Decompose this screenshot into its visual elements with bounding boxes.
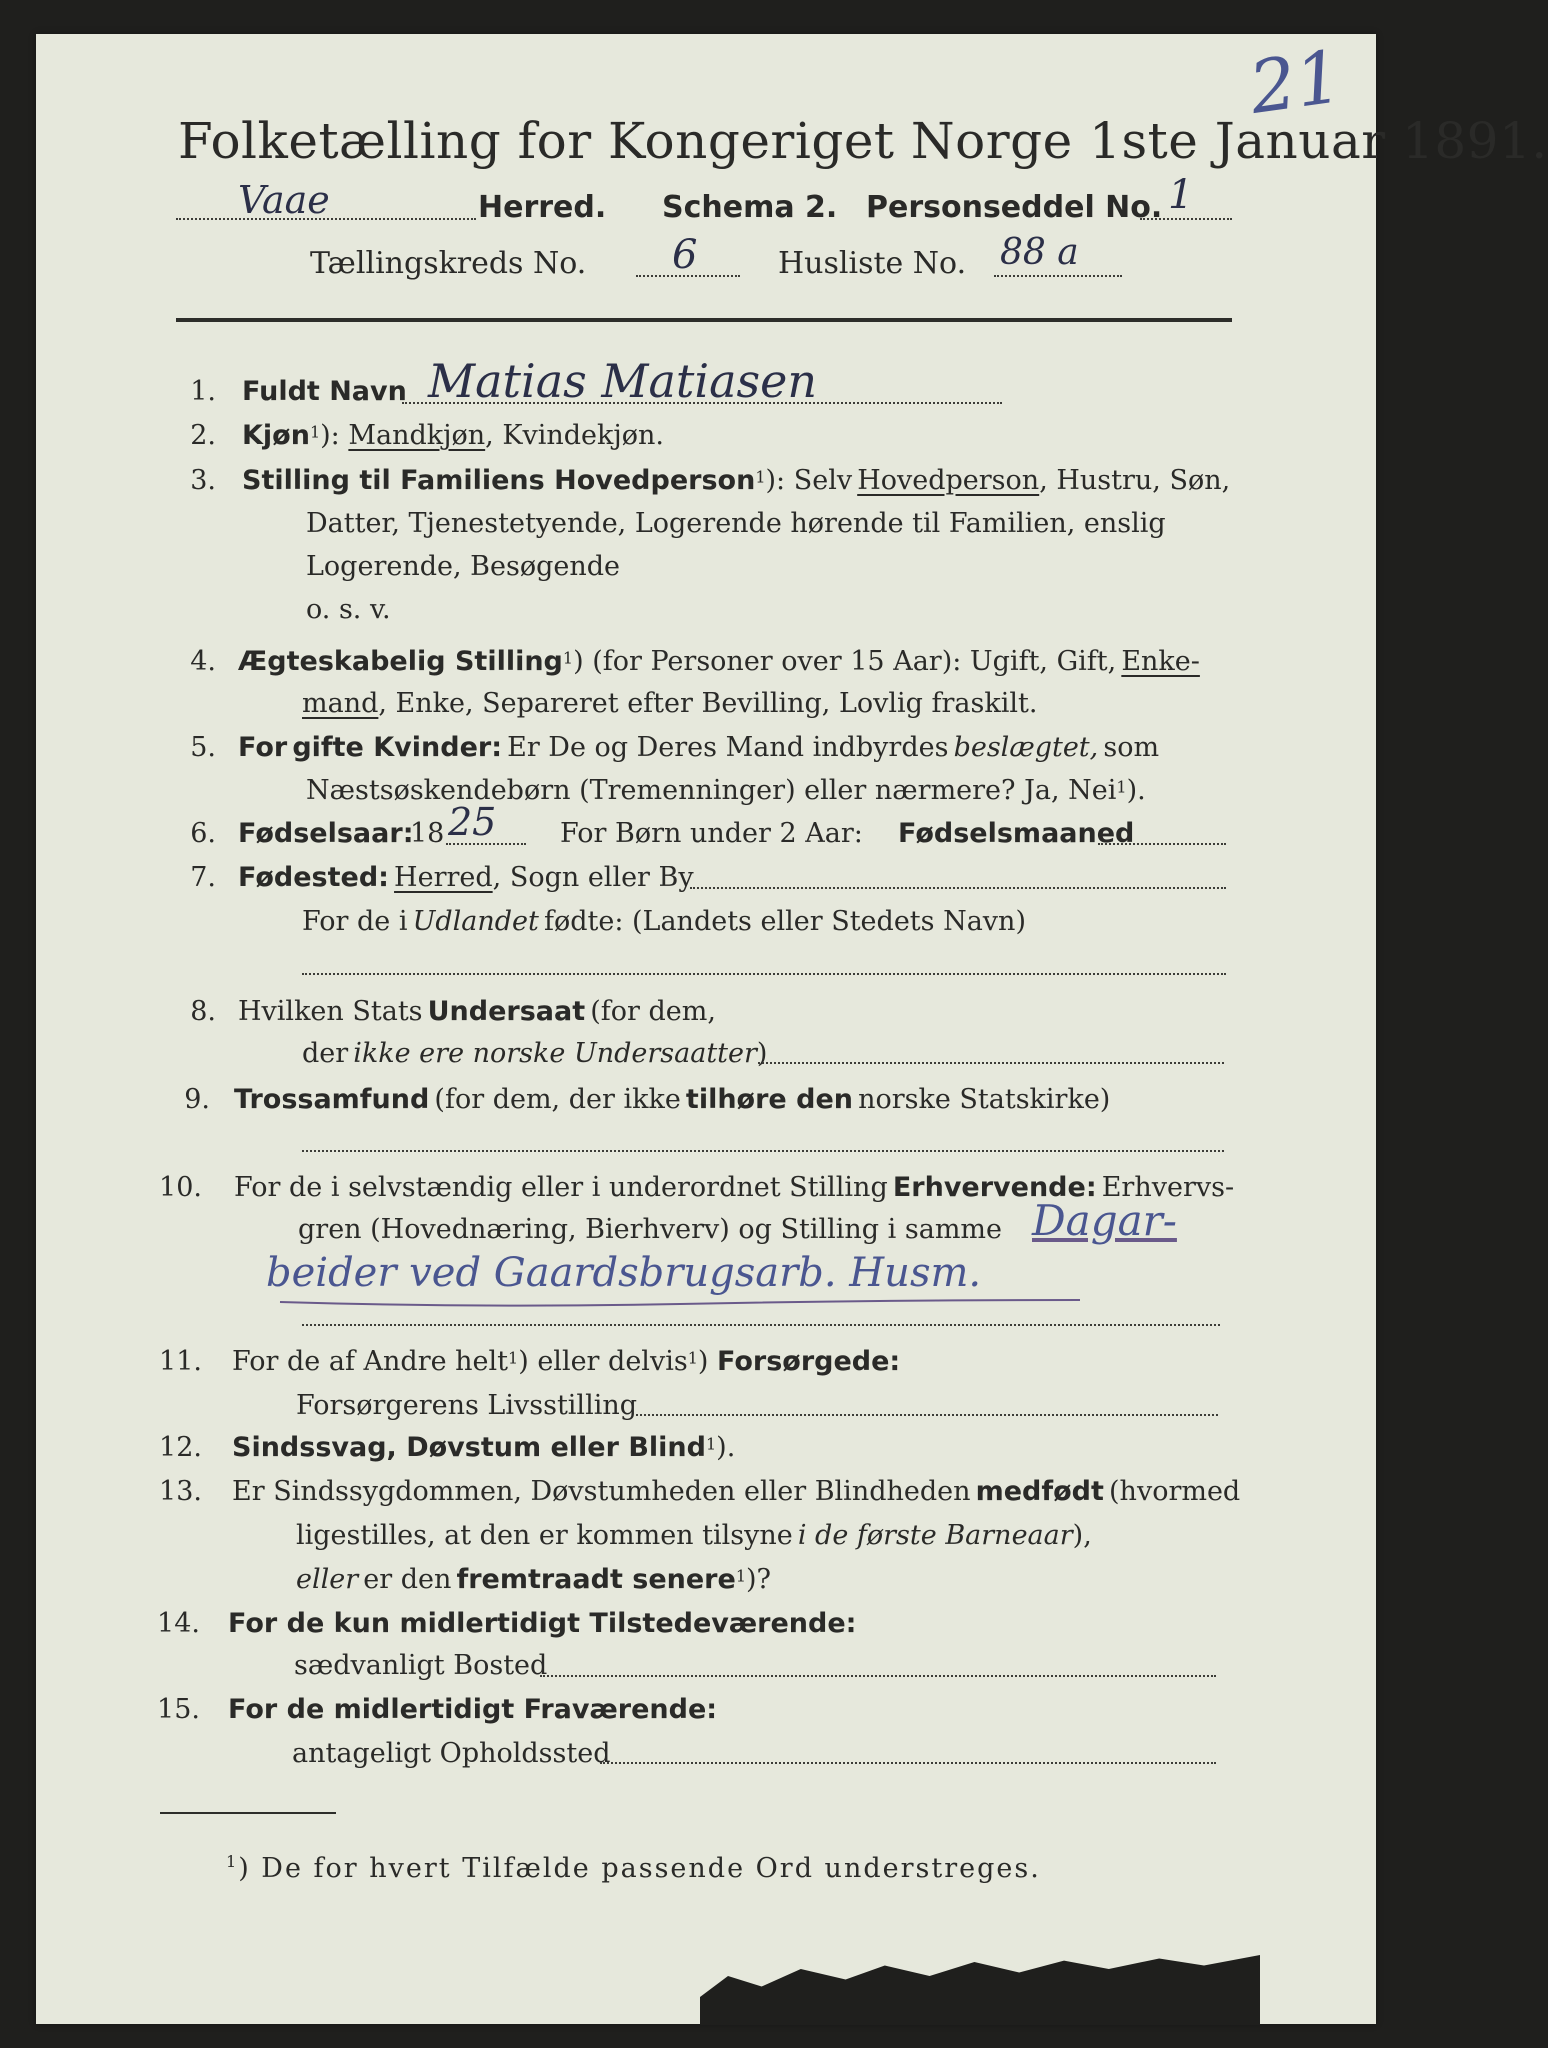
item-15-line2: antageligt Opholdssted	[292, 1738, 611, 1769]
item-10-text-a: For de i selvstændig eller i underordnet Stilling	[234, 1172, 888, 1203]
birth-year-value: 25	[448, 800, 497, 844]
footnote-rule	[160, 1812, 336, 1814]
item-7-blank-line	[302, 973, 1226, 975]
item-3-row: Stilling til Familiens Hovedperson$^1$): Selv Hovedperson, Hustru, Søn,	[242, 465, 1231, 496]
personseddel-dotted-line	[1140, 218, 1232, 220]
item-8-line2	[302, 1038, 767, 1069]
item-12-sup: 1	[705, 1434, 717, 1454]
item-2-kvindekjon: , Kvindekjøn.	[485, 420, 664, 451]
item-5-number: 5.	[190, 732, 216, 763]
item-8-number: 8.	[190, 996, 216, 1027]
item-15-label: For de midlertidigt Fraværende:	[228, 1694, 718, 1725]
item-13-text-b: (hvormed	[1109, 1476, 1241, 1507]
item-14-label: For de kun midlertidigt Tilstedeværende:	[228, 1608, 857, 1639]
item-11-number: 11.	[159, 1346, 202, 1377]
item-1-label: Fuldt Navn	[242, 376, 407, 407]
item-7-text-b: , Sogn eller By	[492, 862, 694, 893]
item-4-text-d: , Enke, Separeret efter Bevilling, Lovlig fraskilt.	[378, 688, 1038, 719]
item-7-dotted-line	[690, 887, 1226, 889]
personseddel-label: Personseddel No.	[866, 190, 1163, 225]
item-10-line2: gren (Hovednæring, Bierhverv) og Stilling i samme	[298, 1214, 1003, 1245]
item-6-label: Fødselsaar:	[238, 818, 414, 849]
item-3-line2: Datter, Tjenestetyende, Logerende hørende til Familien, enslig	[306, 508, 1166, 539]
item-3-line4: o. s. v.	[306, 594, 391, 625]
item-13-row	[232, 1476, 1240, 1507]
item-4-line2	[302, 688, 1037, 719]
item-12-row	[232, 1432, 735, 1463]
item-6-dotted-line	[1098, 843, 1226, 845]
footnote	[226, 1852, 1041, 1884]
item-13-sup: 1	[735, 1566, 746, 1586]
item-5-text-a: Er De og Deres Mand indbyrdes	[507, 732, 949, 763]
occupation-value-b: beider ved Gaardsbrugsarb. Husm.	[266, 1250, 982, 1296]
item-13-label: medfødt	[975, 1476, 1104, 1507]
footnote-sup: 1	[226, 1852, 239, 1871]
item-10-dotted-line	[302, 1324, 1220, 1326]
item-13-line2-b: i de første Barneaar	[797, 1520, 1073, 1551]
item-8-row	[238, 996, 716, 1027]
item-8-text-a: Hvilken Stats	[238, 996, 423, 1027]
schema-label: Schema 2.	[662, 190, 838, 225]
archive-number: 21	[1244, 34, 1348, 130]
census-form-page	[36, 34, 1376, 2024]
item-10-label: Erhvervende:	[892, 1172, 1097, 1203]
item-7-row	[238, 862, 694, 893]
item-3-sup: 1	[755, 467, 766, 487]
item-3-hovedperson: Hovedperson	[857, 465, 1040, 496]
item-11-text-a: For de af Andre helt	[232, 1346, 509, 1377]
header-divider	[176, 318, 1232, 322]
item-14-line2: sædvanligt Bosted	[294, 1650, 548, 1681]
item-2-number: 2.	[190, 420, 216, 451]
item-9-blank-line	[302, 1150, 1224, 1152]
tellingskreds-label: Tællingskreds No.	[310, 246, 587, 281]
item-10-text-b: Erhvervs-	[1101, 1172, 1235, 1203]
tellingskreds-value: 6	[672, 232, 698, 278]
item-9-text-a: (for dem, der ikke	[434, 1084, 681, 1115]
occupation-underline	[280, 1292, 1100, 1312]
husliste-value: 88 a	[1000, 232, 1079, 273]
item-3-number: 3.	[190, 465, 216, 496]
item-11-row: For de af Andre helt$^1$) eller delvis$^1$) Forsørgede:	[232, 1346, 901, 1377]
item-13-eller: eller	[296, 1564, 359, 1595]
item-2-mandkjon: Mandkjøn	[348, 420, 486, 451]
item-3-line3: Logerende, Besøgende	[306, 551, 620, 582]
item-7-line2-c: fødte: (Landets eller Stedets Navn)	[543, 906, 1026, 937]
item-9-label-b: tilhøre den	[685, 1084, 853, 1115]
item-9-number: 9.	[184, 1084, 210, 1115]
item-4-enke: Enke-	[1121, 646, 1200, 677]
item-5-row	[238, 732, 1159, 763]
item-13-line2-a: ligestilles, at den er kommen tilsyne	[296, 1520, 793, 1551]
item-12-end: ).	[716, 1432, 736, 1463]
item-7-udlandet: Udlandet	[412, 906, 539, 937]
item-3-rest: , Hustru, Søn,	[1039, 465, 1231, 496]
item-13-line2-c: ),	[1072, 1520, 1092, 1551]
item-15-dotted-line	[600, 1762, 1216, 1764]
item-13-line2	[296, 1520, 1092, 1551]
item-11-sup: 1	[687, 1348, 698, 1368]
item-5-line2-text: Næstsøskendebørn (Tremenninger) eller nærmere? Ja, Nei	[306, 775, 1117, 806]
item-6-year-prefix: 18	[410, 818, 445, 849]
item-7-label: Fødested:	[238, 862, 389, 893]
item-5-label: gifte Kvinder:	[292, 732, 503, 763]
item-4-mand: mand	[302, 688, 379, 719]
footnote-text: ) De for hvert Tilfælde passende Ord understreges.	[238, 1853, 1041, 1884]
item-9-row	[234, 1084, 1110, 1115]
item-7-number: 7.	[190, 862, 216, 893]
item-11-dotted-line	[636, 1414, 1218, 1416]
item-6-label-b: Fødselsmaaned	[898, 818, 1135, 849]
item-7-line2	[302, 906, 1026, 937]
item-13-line3-c: )?	[746, 1564, 772, 1595]
item-9-label: Trossamfund	[234, 1084, 430, 1115]
form-title: Folketælling for Kongeriget Norge 1ste Januar 1891.	[178, 112, 1548, 170]
item-5-line2: Næstsøskendebørn (Tremenninger) eller nærmere? Ja, Nei$^1$).	[306, 775, 1146, 806]
husliste-dotted-line	[994, 275, 1122, 277]
item-7-herred: Herred	[394, 862, 493, 893]
item-4-sup: 1	[562, 648, 574, 668]
item-7-line2-a: For de i	[302, 906, 408, 937]
husliste-label: Husliste No.	[778, 246, 967, 281]
item-2-sup: 1	[309, 422, 321, 442]
item-5-for: For	[238, 732, 288, 763]
item-11-line2: Forsørgerens Livsstilling	[296, 1390, 638, 1421]
item-4-number: 4.	[190, 646, 216, 677]
item-13-line3	[296, 1564, 771, 1595]
item-4-text-a: (for Personer over 15 Aar): Ugift, Gift,	[592, 646, 1117, 677]
item-8-label: Undersaat	[427, 996, 586, 1027]
personseddel-value: 1	[1168, 172, 1194, 218]
item-8-italic: ikke ere norske Undersaatter	[353, 1038, 757, 1069]
item-5-som: som	[1103, 732, 1160, 763]
herred-label: Herred.	[478, 190, 607, 225]
item-9-text-b: norske Statskirke)	[858, 1084, 1111, 1115]
item-2-label: Kjøn	[242, 420, 310, 451]
item-3-selv: Selv	[793, 465, 853, 496]
item-15-number: 15.	[157, 1694, 200, 1725]
item-13-text-a: Er Sindssygdommen, Døvstumheden eller Blindheden	[232, 1476, 971, 1507]
item-12-label: Sindssvag, Døvstum eller Blind	[232, 1432, 706, 1463]
item-4-row: Ægteskabelig Stilling$^1$) (for Personer over 15 Aar): Ugift, Gift, Enke-	[238, 646, 1200, 677]
item-5-sup: 1	[1116, 777, 1127, 797]
item-8-close: )	[756, 1038, 768, 1069]
item-4-label: Ægteskabelig Stilling	[238, 646, 563, 677]
item-1-number: 1.	[190, 376, 216, 407]
item-12-number: 12.	[159, 1432, 202, 1463]
full-name-value: Matias Matiasen	[428, 354, 817, 408]
item-13-label-b: fremtraadt senere	[456, 1564, 736, 1595]
item-8-dotted-line	[758, 1062, 1224, 1064]
item-5-beslaegtet: beslægtet,	[953, 732, 1099, 763]
item-6-text-a: For Børn under 2 Aar:	[560, 818, 863, 849]
item-11-label: Forsørgede:	[717, 1346, 901, 1377]
item-6-number: 6.	[190, 818, 216, 849]
item-14-dotted-line	[540, 1675, 1216, 1677]
item-13-number: 13.	[159, 1476, 202, 1507]
item-2-row: Kjøn$^1$): Mandkjøn, Kvindekjøn.	[242, 420, 664, 451]
item-3-label: Stilling til Familiens Hovedperson	[242, 465, 756, 496]
item-8-der: der	[302, 1038, 349, 1069]
item-8-text-b: (for dem,	[590, 996, 716, 1027]
item-14-number: 14.	[157, 1608, 200, 1639]
herred-value: Vaae	[238, 178, 330, 222]
item-13-line3-b: er den	[363, 1564, 452, 1595]
item-11-text-b: eller delvis	[537, 1346, 688, 1377]
item-10-number: 10.	[159, 1172, 202, 1203]
occupation-value-a: Dagar-	[1032, 1196, 1177, 1245]
